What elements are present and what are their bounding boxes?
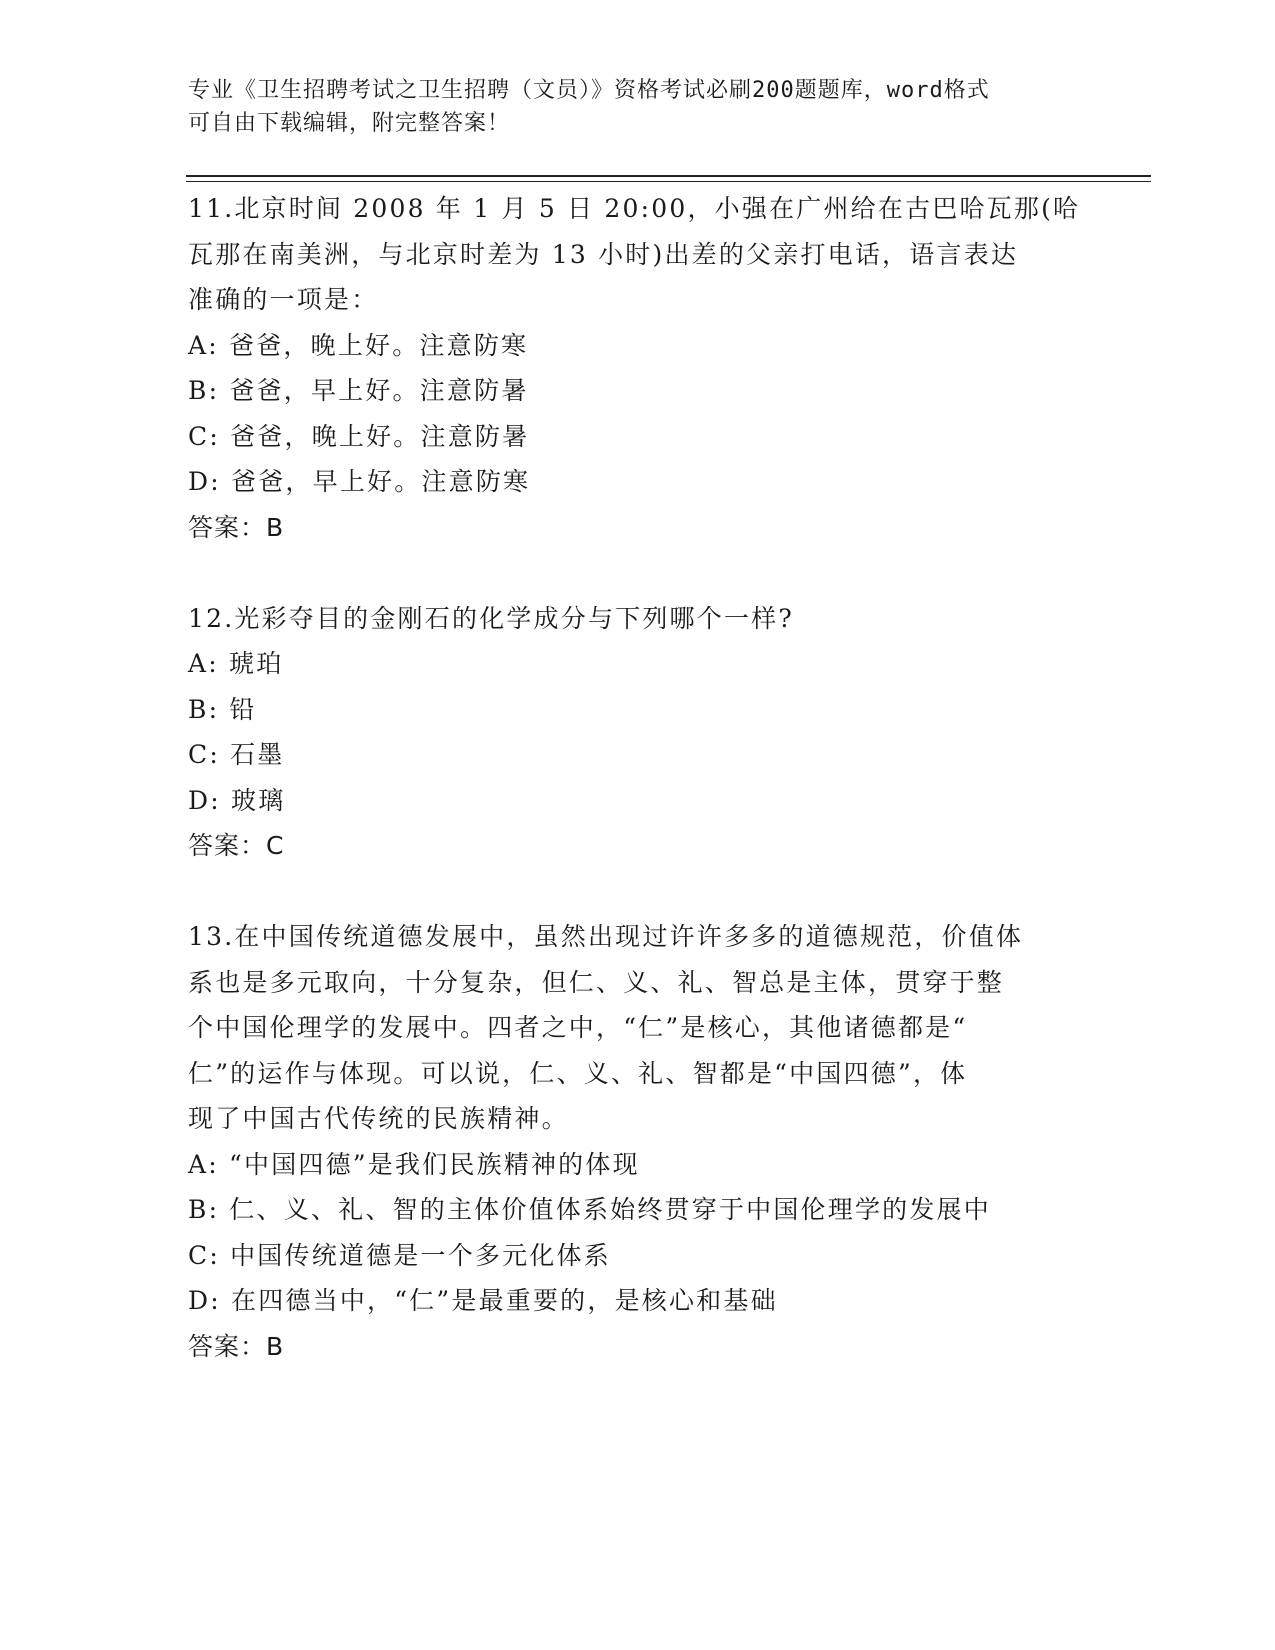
option-d: D: 爸爸，早上好。注意防寒 xyxy=(188,467,531,496)
question-stem-line: 仁”的运作与体现。可以说，仁、义、礼、智都是“中国四德”，体 xyxy=(188,1058,968,1088)
question-stem-line: 个中国伦理学的发展中。四者之中，“仁”是核心，其他诸德都是“ xyxy=(188,1013,968,1042)
answer: 答案：C xyxy=(188,831,285,860)
header-divider-thin xyxy=(186,181,1151,182)
question-11 xyxy=(188,186,1088,550)
option-a: A: 爸爸，晚上好。注意防寒 xyxy=(188,330,529,360)
question-stem xyxy=(188,596,1088,642)
option-c: C: 中国传统道德是一个多元化体系 xyxy=(188,1240,611,1270)
question-stem-line: 系也是多元取向，十分复杂，但仁、义、礼、智总是主体，贯穿于整 xyxy=(188,967,1005,997)
answer: 答案：B xyxy=(188,1331,285,1361)
option-a: A: 琥珀 xyxy=(188,649,284,678)
answer: 答案：B xyxy=(188,512,285,542)
option-d: D: 玻璃 xyxy=(188,785,286,815)
question-12 xyxy=(188,596,1088,869)
header-title-line-2: 可自由下载编辑，附完整答案！ xyxy=(188,111,511,136)
option-b: B: 爸爸，早上好。注意防暑 xyxy=(188,376,529,405)
option-c: C: 石墨 xyxy=(188,740,285,769)
question-stem-line: 现了中国古代传统的民族精神。 xyxy=(188,1104,569,1133)
option-a: A: “中国四德”是我们民族精神的体现 xyxy=(188,1149,640,1179)
document-header xyxy=(188,74,1068,140)
question-stem-line: 11.北京时间 2008 年 1 月 5 日 20:00，小强在广州给在古巴哈瓦那(哈 xyxy=(188,194,1081,223)
question-stem xyxy=(188,186,1088,323)
question-stem-line: 瓦那在南美洲，与北京时差为 13 小时)出差的父亲打电话，语言表达 xyxy=(188,239,1019,269)
question-stem-line: 准确的一项是： xyxy=(188,285,379,314)
option-d: D: 在四德当中，“仁”是最重要的，是核心和基础 xyxy=(188,1286,778,1315)
question-stem xyxy=(188,914,1088,1142)
option-c: C: 爸爸，晚上好。注意防暑 xyxy=(188,421,530,451)
option-b: B: 铅 xyxy=(188,694,257,724)
question-spacer xyxy=(188,550,1088,596)
question-list xyxy=(188,186,1088,1369)
question-spacer xyxy=(188,869,1088,915)
question-stem-line: 13.在中国传统道德发展中，虽然出现过许许多多的道德规范，价值体 xyxy=(188,922,1024,951)
question-stem-line: 12.光彩夺目的金刚石的化学成分与下列哪个一样? xyxy=(188,603,794,633)
header-title-line-1: 专业《卫生招聘考试之卫生招聘（文员）》资格考试必刷200题题库，word格式 xyxy=(188,78,990,103)
header-divider-thick xyxy=(186,175,1151,177)
question-13 xyxy=(188,914,1088,1369)
option-b: B: 仁、义、礼、智的主体价值体系始终贯穿于中国伦理学的发展中 xyxy=(188,1195,991,1224)
